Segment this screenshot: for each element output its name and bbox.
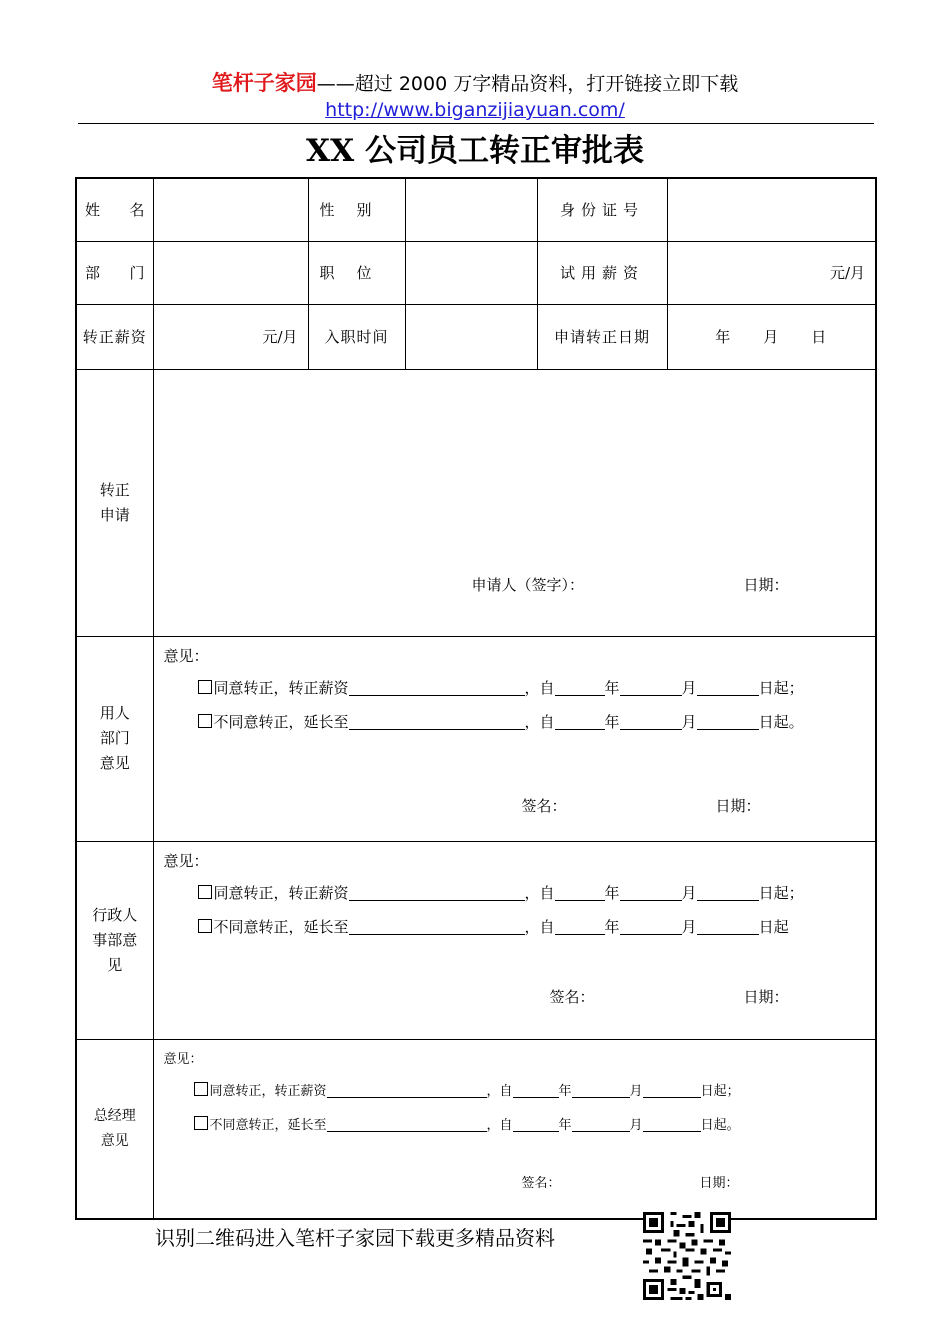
application-label-line1: 转正: [99, 480, 130, 499]
year-blank[interactable]: [555, 681, 605, 696]
form-row-gm-opinion: [76, 1039, 876, 1219]
checkbox-icon[interactable]: [198, 680, 212, 694]
brand-name: 笔杆子家园: [211, 71, 317, 95]
year-blank[interactable]: [513, 1117, 559, 1132]
day-blank[interactable]: [643, 1117, 701, 1132]
regular-salary-label: 转正薪资: [76, 304, 153, 369]
regular-salary-field[interactable]: 元/月: [153, 304, 308, 369]
hr-opinion-label: [76, 841, 153, 1039]
year-text: 年: [558, 1117, 572, 1133]
trial-salary-field[interactable]: 元/月: [667, 241, 876, 304]
disagree-end-text: 日起: [758, 917, 789, 936]
sign-date-label: 日期：: [715, 796, 761, 815]
checkbox-icon[interactable]: [194, 1082, 208, 1096]
checkbox-icon[interactable]: [198, 885, 212, 899]
gender-field[interactable]: [405, 178, 537, 241]
year-text: 年: [604, 678, 620, 697]
form-row-hr-opinion: [76, 841, 876, 1039]
day-blank[interactable]: [697, 920, 759, 935]
salary-blank[interactable]: [327, 1083, 487, 1098]
gm-opinion-field: [153, 1039, 876, 1219]
dept-opinion-field: [153, 636, 876, 841]
year-blank[interactable]: [555, 920, 605, 935]
disagree-text: 不同意转正，延长至: [213, 712, 349, 731]
gm-opinion-label-line2: 意见: [100, 1132, 129, 1149]
checkbox-icon[interactable]: [198, 714, 212, 728]
year-blank[interactable]: [513, 1083, 559, 1098]
checkbox-icon[interactable]: [194, 1116, 208, 1130]
trial-salary-label: [537, 241, 667, 304]
disagree-end-text: 日起。: [758, 712, 804, 731]
year-text: 年: [604, 917, 620, 936]
extend-blank[interactable]: [349, 715, 525, 730]
checkbox-icon[interactable]: [198, 919, 212, 933]
dept-opinion-label: [76, 636, 153, 841]
agree-end-text: 日起；: [700, 1083, 740, 1099]
banner-description: ——超过 2000 万字精品资料，打开链接立即下载: [316, 73, 739, 95]
qr-code-icon[interactable]: [642, 1212, 732, 1300]
extend-blank[interactable]: [327, 1117, 487, 1132]
day-blank[interactable]: [697, 681, 759, 696]
form-row-application: [76, 369, 876, 636]
year-blank[interactable]: [555, 715, 605, 730]
agree-option[interactable]: [198, 882, 804, 903]
opinion-heading: 意见：: [163, 646, 209, 665]
id-label: [537, 178, 667, 241]
hr-opinion-label-line2: 事部意: [92, 930, 138, 949]
day-blank[interactable]: [697, 886, 759, 901]
year-text: 年: [604, 883, 620, 902]
application-label: [76, 369, 153, 636]
opinion-heading: 意见：: [163, 1051, 203, 1067]
sign-date-label: 日期：: [743, 987, 789, 1006]
extend-blank[interactable]: [349, 920, 525, 935]
download-link[interactable]: http://www.biganzijiayuan.com/: [325, 99, 625, 121]
hire-date-label: 入职时间: [308, 304, 405, 369]
position-label: [308, 241, 405, 304]
month-text: 月: [629, 1117, 643, 1133]
month-text: 月: [681, 917, 697, 936]
agree-end-text: 日起；: [758, 883, 804, 902]
agree-text: 同意转正，转正薪资: [209, 1083, 327, 1099]
disagree-text: 不同意转正，延长至: [213, 917, 349, 936]
page-title: XX 公司员工转正审批表: [306, 133, 644, 169]
approval-form-table: [75, 177, 877, 1220]
gm-opinion-label: [76, 1039, 153, 1219]
month-text: 月: [681, 678, 697, 697]
dept-field[interactable]: [153, 241, 308, 304]
disagree-text: 不同意转正，延长至: [209, 1117, 327, 1133]
year-text: 年: [558, 1083, 572, 1099]
trial-salary-label-text: 试用薪资: [559, 264, 644, 282]
gm-opinion-label-line1: 总经理: [93, 1107, 136, 1124]
salary-blank[interactable]: [349, 886, 525, 901]
apply-date-label: 申请转正日期: [537, 304, 667, 369]
from-text: ，自: [524, 678, 555, 697]
form-row-salary: [76, 304, 876, 369]
year-blank[interactable]: [555, 886, 605, 901]
sign-label: 签名：: [521, 796, 567, 815]
month-blank[interactable]: [572, 1117, 630, 1132]
month-text: 月: [681, 883, 697, 902]
month-blank[interactable]: [620, 681, 682, 696]
disagree-option[interactable]: [194, 1114, 740, 1133]
gender-label-text: 性别: [319, 201, 394, 220]
dept-opinion-label-line1: 用人: [99, 704, 130, 722]
disagree-option[interactable]: [198, 711, 804, 732]
position-field[interactable]: [405, 241, 537, 304]
month-blank[interactable]: [620, 715, 682, 730]
month-blank[interactable]: [620, 920, 682, 935]
application-field[interactable]: [153, 369, 876, 636]
month-text: 月: [629, 1083, 643, 1099]
sign-label: 签名：: [549, 987, 595, 1006]
header-banner: [60, 70, 890, 123]
application-date-label: 日期：: [743, 575, 789, 594]
salary-blank[interactable]: [349, 681, 525, 696]
gender-label: [308, 178, 405, 241]
dept-opinion-label-line3: 意见: [99, 754, 130, 772]
opinion-heading: 意见：: [163, 851, 209, 870]
hr-opinion-label-line1: 行政人: [92, 905, 138, 924]
dept-opinion-label-line2: 部门: [99, 729, 130, 747]
month-text: 月: [681, 712, 697, 731]
year-text: 年: [604, 712, 620, 731]
month-blank[interactable]: [620, 886, 682, 901]
agree-text: 同意转正，转正薪资: [213, 883, 349, 902]
agree-option[interactable]: [198, 677, 804, 698]
agree-end-text: 日起；: [758, 678, 804, 697]
sign-date-label: 日期：: [699, 1175, 739, 1191]
hr-opinion-label-line3: 见: [107, 955, 123, 974]
from-text: ，自: [524, 712, 555, 731]
footer-note: 识别二维码进入笔杆子家园下载更多精品资料: [155, 1226, 555, 1250]
from-text: ，自: [524, 883, 555, 902]
from-text: ，自: [524, 917, 555, 936]
position-label-text: 职位: [319, 264, 394, 282]
day-blank[interactable]: [643, 1083, 701, 1098]
id-field[interactable]: [667, 178, 876, 241]
header-divider: [78, 123, 874, 124]
sign-label: 签名：: [521, 1175, 561, 1191]
form-row-dept-opinion: [76, 636, 876, 841]
month-blank[interactable]: [572, 1083, 630, 1098]
hr-opinion-field: [153, 841, 876, 1039]
dept-label: 部门: [76, 241, 153, 304]
id-label-text: 身份证号: [559, 201, 644, 220]
day-blank[interactable]: [697, 715, 759, 730]
apply-date-field[interactable]: 年 月 日: [667, 304, 876, 369]
form-row-department: [76, 241, 876, 304]
name-field[interactable]: [153, 178, 308, 241]
agree-option[interactable]: [194, 1080, 740, 1099]
hire-date-field[interactable]: [405, 304, 537, 369]
from-text: ，自: [486, 1117, 513, 1133]
form-row-identity: [76, 178, 876, 241]
disagree-option[interactable]: [198, 916, 789, 937]
from-text: ，自: [486, 1083, 513, 1099]
applicant-signature-label: 申请人（签字）：: [471, 575, 585, 594]
application-label-line2: 申请: [99, 505, 130, 524]
disagree-end-text: 日起。: [700, 1117, 740, 1133]
agree-text: 同意转正，转正薪资: [213, 678, 349, 697]
name-label: 姓名: [76, 178, 153, 241]
